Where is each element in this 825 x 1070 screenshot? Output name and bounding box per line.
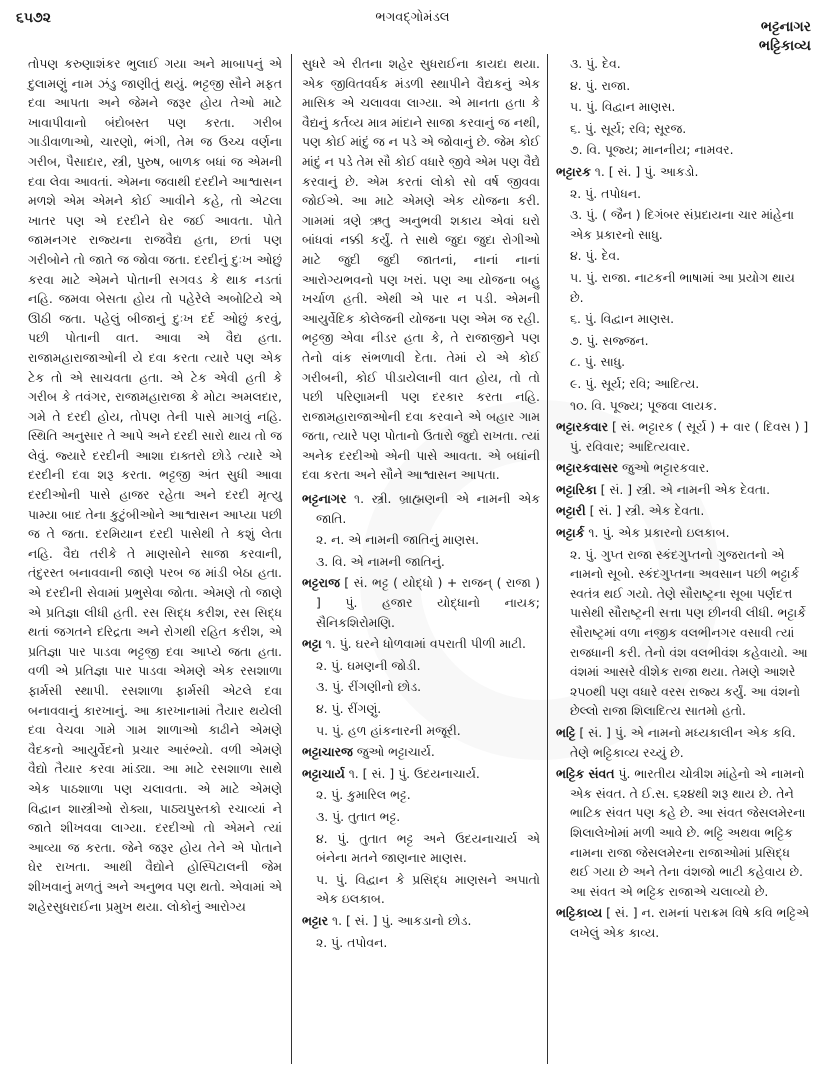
guide-word-first: ભટ્ટનાગર bbox=[760, 19, 811, 35]
sense: ૨. પું. કુમારિલ ભટ્ટ. bbox=[316, 787, 411, 803]
guide-words bbox=[759, 18, 811, 56]
sense: ૪. પું. રાજા. bbox=[570, 77, 631, 93]
sense: ૩. પું. ( જૈન ) દિગંબર સંપ્રદાયના ચાર માંહેના એક પ્રકારનો સાધુ. bbox=[570, 207, 795, 242]
body-paragraph: સુધરે એ રીતના શહેર સુધરાઈના કાયદા થયા. એક જીવિતવર્ધક મંડળી સ્થાપીને વૈદ્યકનું એક માસિક એ ચલાવવા લાગ્યા. એ માનતા હતા કે વૈદ્યનું કર્તવ્ય માત્ર માંદાને સાજા કરવાનું જ નથી, પણ કોઈ માંદું જ ન પડે એ જોવાનું છે. જેમ કોઈ માંદું ન પડે તેમ સૌ કોઈ વધારે જીવે એમ પણ વૈદ્યે કરવાનું છે. એમ કરતાં લોકો સો વર્ષ જીવવા જોઈએ. આ માટે એમણે એક યોજના કરી. ગામમાં ત્રણે ઋતુ અનુભવી શકાય એવાં ઘરો બાંધવાં નક્કી કર્યું. તે સાથે જુદા જુદા રોગીઓ માટે જુદી જુદી જાતનાં, નાનાં નાનાં આરોગ્યભવનો પણ ખરાં. પણ આ યોજના બહુ ખર્ચાળ હતી. એથી એ પાર ન પડી. એમની આયુર્વેદિક કોલેજની યોજના પણ એમ જ રહી. ભટ્ટજી એવા નીડર હતા કે, તે રાજાજીને પણ તેનો વાંક સંભળાવી દેતા. તેમાં યે એ કોઈ ગરીબની, કોઈ પીડાયેલાની વાત હોય, તો તો પછી પરિણામની પણ દરકાર કરતા નહિ. રાજામહારાજાઓની દવા કરવાને એ બહાર ગામ જતા, ત્યારે પણ પોતાનો ઉતારો જુદો રાખતા. ત્યાં અનેક દરદીઓ એની પાસે આવતા. એ બધાંની દવા કરતા અને સૌને આશ્વાસન આપતા. bbox=[302, 56, 540, 483]
definition: પું. ભારતીય ચોત્રીશ માંહેનો એ નામનો એક સંવત. તે ઈ.સ. ૬૨૪થી શરૂ થાય છે. તેને ભાટિક સંવત પણ કહે છે. આ સંવત જેસલમેરના શિલાલેખોમાં મળી આવે છે. ભટ્ટિ અથવા ભટ્ટિક નામના રાજા જેસલમેરના રાજાઓમાં પ્રસિદ્ધ થઈ ગયા છે અને તેના વંશજો ભાટી કહેવાય છે. આ સંવત એ ભટ્ટિક રાજાએ ચલાવ્યો છે. bbox=[570, 766, 806, 899]
definition: [ સં. ભટ્ટારક ( સૂર્ય ) + વાર ( દિવસ ) ] પું. રવિવાર; આદિત્યવાર. bbox=[570, 419, 809, 454]
definition: ૧. [ સં. ] પું. આકડો. bbox=[594, 163, 699, 179]
definition: ૧. પું. ઘરને ધોળવામાં વપરાતી પીળી માટી. bbox=[325, 636, 526, 652]
definition: જુઓ ભટ્ટાચાર્ય. bbox=[356, 744, 435, 760]
sense: ૩. પું. દેવ. bbox=[570, 56, 621, 71]
sense: ૫. પું. વિદ્વાન માણસ. bbox=[570, 99, 676, 115]
sense: ૬. પું. સૂર્ય; રવિ; સૂરજ. bbox=[570, 120, 687, 136]
headword: ભટ્ટિકાવ્ય bbox=[556, 905, 603, 921]
column-1 bbox=[28, 54, 282, 916]
sense: ૨. પું. ગુપ્ત રાજા સ્કંદગુપ્તનો ગુજરાતનો એ નામનો સૂબો. સ્કંદગુપ્તના અવસાન પછી ભટ્ટાર્ક સ્વતંત્ર થઈ ગયો. તેણે સૌરાષ્ટ્રના સૂબા પર્ણદત્ત પાસેથી સૌરાષ્ટ્રની સત્તા પણ છીનવી લીધી. ભટ્ટાર્કે સૌરાષ્ટ્રમાં વળા નજીક વલભીનગર વસાવી ત્યાં રાજધાની કરી. તેનો વંશ વલભીવંશ કહેવાયો. આ વંશમાં આસરે વીશેક રાજા થયા. તેમણે આશરે ૨૫૦થી પણ વધારે વરસ રાજ્ય કર્યું. આ વંશનો છેલ્લો રાજા શિલાદિત્ય સાતમો હતો. bbox=[570, 546, 808, 719]
headword: ભટ્ટારકવાર bbox=[556, 419, 608, 435]
sense: ૪. પું. દેવ. bbox=[570, 248, 621, 264]
sense: ૪. પું. રીંગણું. bbox=[316, 701, 382, 716]
sense: ૬. પું. વિદ્વાન માણસ. bbox=[570, 311, 675, 327]
dictionary-entry bbox=[556, 501, 812, 521]
sense: ૭. વિ. પૂજ્ય; માનનીય; નામવર. bbox=[570, 142, 734, 158]
sense: ૩. પું. તુતાત ભટ્ટ. bbox=[316, 808, 401, 824]
definition: [ સં. ભટ્ટ ( યોદ્ધો ) + રાજન્ ( રાજા ) ] પું. હજાર યોદ્ધાનો નાયક; સૈનિકશિરોમણિ. bbox=[316, 575, 540, 630]
sense: ૫. પું. વિદ્વાન કે પ્રસિદ્ધ માણસને અપાતો એક ઇલકાબ. bbox=[316, 871, 540, 907]
dictionary-entry bbox=[302, 489, 540, 528]
sense: ૪. પું. તુતાત ભટ્ટ અને ઉદયનાચાર્ય એ બંનેના મતને જાણનાર માણસ. bbox=[316, 830, 540, 866]
definition: ૧. સ્ત્રી. બ્રાહ્મણની એ નામની એક જાતિ. bbox=[316, 491, 540, 526]
definition: [ સં. ] સ્ત્રી. એ નામની એક દેવતા. bbox=[600, 481, 771, 497]
sense: ૫. પું. રાજા. નાટકની ભાષામાં આ પ્રયોગ થાય છે. bbox=[570, 269, 795, 305]
sense: ૫. પું. હળ હાંકનારની મજૂરી. bbox=[316, 722, 461, 738]
headword: ભટ્ટાચારજ bbox=[302, 744, 353, 760]
headword: ભટ્ટારક bbox=[556, 163, 591, 179]
dictionary-entry bbox=[302, 742, 540, 762]
body-paragraph: તોપણ કરુણાશંકર ભુલાઈ ગયા અને માબાપનું એ દુલામણું નામ ઝંડુ જાણીતું થયું. ભટ્ટજી સૌને મફત દવા આપતા અને જેમને જરૂર હોય તેઓ માટે ખાવાપીવાનો બંદોબસ્ત પણ કરતા. ગરીબ ગાડીવાળાઓ, ચારણો, ભંગી, તેમ જ ઉચ્ચ વર્ણના ગરીબ, પૈસાદાર, સ્ત્રી, પુરુષ, બાળક બધાં જ એમની દવા લેવા આવતાં. એમના જવાથી દરદીને આશ્વાસન મળશે એમ એમને કોઈ આવીને કહે, તો એટલા ખાતર પણ એ દરદીને ઘેર જઈ આવતા. પોતે જામનગર રાજ્યના રાજવૈદ્ય હતા, છતાં પણ ગરીબોને તો જાતે જ જોવા જતા. દરદીનું દુઃખ ઓછું કરવા માટે એમને પોતાની સગવડ કે થાક નડતાં નહિ. જમવા બેસતા હોય તો પહેરેલે અબોટિયે એ ઊઠી જતા. પહેલું બીજાનું દુઃખ દર્દ ઓછું કરવું, પછી પોતાની વાત. આવા એ વૈદ્ય હતા. રાજામહારાજાઓની યે દવા કરતા ત્યારે પણ એક ટેક તો એ સાચવતા હતા. એ ટેક એવી હતી કે ગરીબ કે તવંગર, રાજામહારાજા કે મોટા અમલદાર, ગમે તે દરદી હોય, તોપણ તેની પાસે માગવું નહિ. સ્થિતિ અનુસાર તે આપે અને દરદી સારો થાય તો જ લેવું. જ્યારે દરદીની આશા દાક્તરો છોડે ત્યારે એ દરદીની દવા શરૂ કરતા. ભટ્ટજી અંત સુધી આવા દરદીઓની પાસે હાજર રહેતા અને દરદી મૃત્યુ પામ્યા બાદ તેના કુટુંબીઓને આશ્વાસન આપ્યા પછી જ તે જતા. દરમિયાન દરદી પાસેથી તે કશું લેતા નહિ. વૈદ્ય તરીકે તે માણસોને સાજા કરવાની, તંદુરસ્ત બનાવવાની જાણે પરબ જ માંડી બેઠા હતા. એ દરદીની સેવામાં પ્રભુસેવા જોતા. એમણે તો જાણે એ પ્રતિજ્ઞા લીધી હતી. રસ સિદ્ધ કરીશ, રસ સિદ્ધ થતાં જગતને દરિદ્રતા અને રોગથી રહિત કરીશ, એ પ્રતિજ્ઞા પાર પાડવા ભટ્ટજી દવા આપ્યે જતા હતા. વળી એ પ્રતિજ્ઞા પાર પાડવા એમણે એક રસશાળા ફાર્મસી સ્થાપી. રસશાળા ફાર્મસી એટલે દવા બનાવવાનું કારખાનું. આ કારખાનામાં તૈયાર થયેલી દવા વેચવા ગામે ગામ શાળાઓ કાઢીને એમણે વૈદકનો આયુર્વેદનો પ્રચાર આરંભ્યો. વળી એમણે વૈદ્યો તૈયાર કરવા માંડ્યા. આ માટે રસશાળા સાથે એક પાઠશાળા પણ ચલાવતા. એ માટે એમણે વિદ્વાન શાસ્ત્રીઓ રોક્યા, પાઠ્યપુસ્તકો રચાવ્યાં ને જાતે શીખવવા લાગ્યા. દરદીઓ તો એમને ત્યાં આવ્યા જ કરતા. જેને જરૂર હોય તેને એ પોતાને ઘેર રાખતા. આથી વૈદ્યોને હોસ્પિટાલની જેમ શીખવાનું મળતું અને અનુભવ પણ થતો. એવામાં એ શહેરસુધરાઈના પ્રમુખ થયા. લોકોનું આરોગ્ય bbox=[28, 56, 282, 914]
sense: ૭. પું. સજ્જન. bbox=[570, 332, 649, 348]
dictionary-entry bbox=[556, 162, 812, 182]
headword: ભટ્ટિક સંવત bbox=[556, 766, 615, 782]
sense: ૯. પું. સૂર્ય; રવિ; આદિત્ય. bbox=[570, 375, 700, 391]
guide-word-last: ભટ્ટિકાવ્ય bbox=[758, 38, 811, 54]
dictionary-entries bbox=[302, 489, 540, 952]
headword: ભટ્ટારિકા bbox=[556, 481, 597, 497]
page-number: ૬૫૭૨ bbox=[16, 10, 51, 26]
dictionary-entry bbox=[556, 903, 812, 942]
headword: ભટ્ટિ bbox=[556, 725, 576, 740]
dictionary-entry bbox=[302, 634, 540, 654]
headword: ભટ્ટરાજ bbox=[302, 575, 340, 591]
definition: જુઓ ભટ્ટારકવાર. bbox=[621, 460, 710, 476]
dictionary-entry bbox=[556, 523, 812, 543]
dictionary-entries bbox=[556, 162, 812, 943]
column-3 bbox=[556, 54, 812, 945]
sense: ૨. પું. ઘમણની જોડી. bbox=[316, 657, 421, 673]
headword: ભટ્ટનાગર bbox=[302, 491, 347, 507]
headword: ભટ્ટા bbox=[302, 636, 322, 652]
definition: [ સં. ] પું. એ નામનો મધ્યકાલીન એક કવિ. તેણે ભટ્ટિકાવ્ય રચ્યું છે. bbox=[570, 725, 796, 760]
definition: [ સં. ] સ્ત્રી. એક દેવતા. bbox=[589, 503, 705, 519]
page-header bbox=[0, 0, 825, 60]
definition: ૧. [ સં. ] પું. આકડાનો છોડ. bbox=[332, 912, 472, 928]
headword: ભટ્ટારી bbox=[556, 503, 586, 519]
column-2 bbox=[302, 54, 540, 954]
dictionary-entry bbox=[556, 458, 812, 478]
headword: ભટ્ટાર્ક bbox=[556, 525, 585, 541]
sense: ૩. વિ. એ નામની જાતિનું. bbox=[316, 553, 445, 569]
dictionary-entry bbox=[556, 480, 812, 500]
dictionary-entry bbox=[556, 723, 812, 762]
headword: ભટ્ટાચાર્ય bbox=[302, 765, 345, 781]
dictionary-entry bbox=[302, 573, 540, 632]
dictionary-entry bbox=[302, 911, 540, 931]
sense: ૨. ન. એ નામની જાતિનું માણસ. bbox=[316, 532, 480, 548]
headword: ભટ્ટારકવાસર bbox=[556, 460, 619, 476]
definition: [ સં. ] ન. રામનાં પરાક્રમ વિષે કવિ ભટ્ટિએ લખેલું એક કાવ્ય. bbox=[570, 905, 810, 940]
sense: ૨. પું. તપોધન. bbox=[570, 185, 642, 201]
definition: ૧. [ સં. ] પું. ઉદયનાચાર્ય. bbox=[348, 765, 480, 781]
sense: ૧૦. વિ. પૂજ્ય; પૂજવા લાયક. bbox=[570, 397, 718, 413]
dictionary-entry bbox=[302, 764, 540, 784]
column-divider bbox=[547, 54, 548, 1064]
headword: ભટ્ટાર bbox=[302, 912, 329, 928]
column-divider bbox=[291, 54, 292, 1064]
sense: ૮. પું. સાધુ. bbox=[570, 354, 626, 370]
continued-senses bbox=[556, 54, 812, 160]
definition: ૧. પું. એક પ્રકારનો ઇલકાબ. bbox=[588, 525, 730, 541]
dictionary-entry bbox=[556, 764, 812, 901]
running-title: ભગવદ્ગોમંડલ bbox=[375, 10, 450, 25]
dictionary-entry bbox=[556, 417, 812, 456]
sense: ૩. પું. રીંગણીનો છોડ. bbox=[316, 679, 422, 695]
sense: ૨. પું. તપોવન. bbox=[316, 934, 388, 950]
